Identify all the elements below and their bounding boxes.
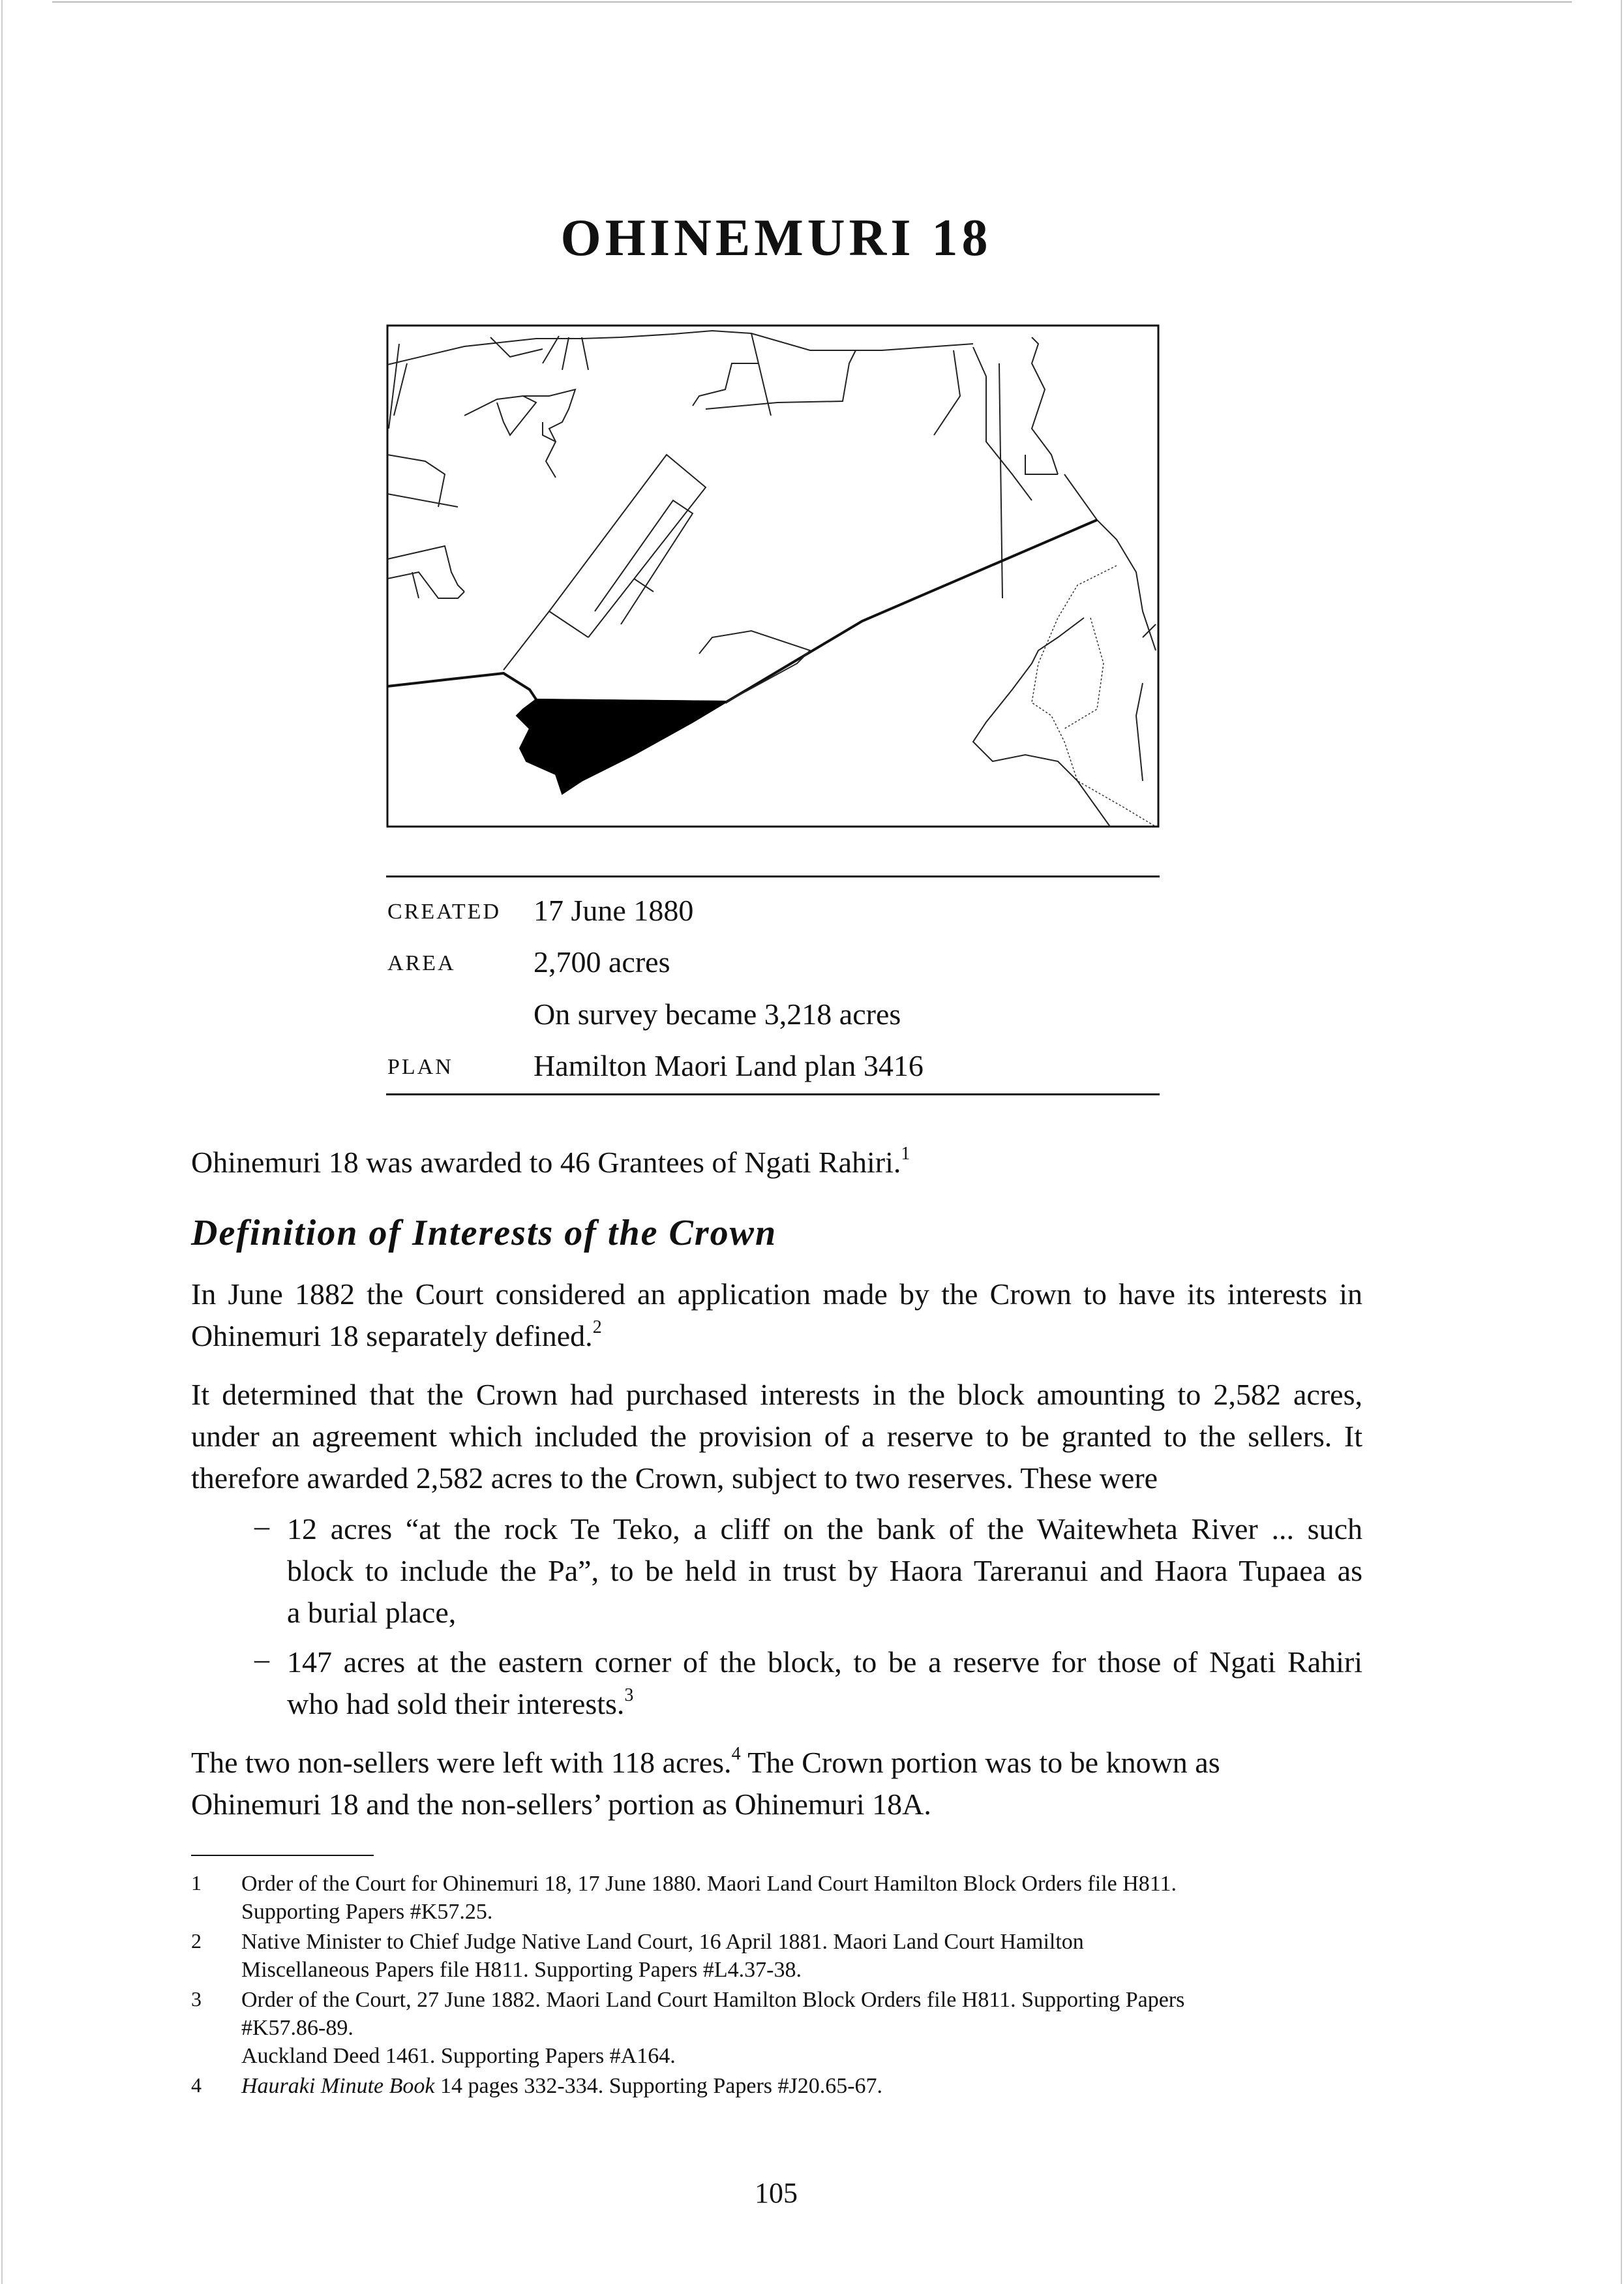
plan-label: PLAN	[387, 1055, 453, 1079]
footnote-3-line-3: Auckland Deed 1461. Supporting Papers #A164.	[241, 2044, 676, 2068]
plan-value: Hamilton Maori Land plan 3416	[534, 1049, 924, 1082]
footnote-number-2: 2	[191, 1929, 202, 1953]
page-number: 105	[755, 2177, 798, 2209]
bullet-2-line-1: 147 acres at the eastern corner of the block, to be a reserve for those of Ngati Rahiri	[287, 1645, 1362, 1679]
created-value: 17 June 1880	[534, 894, 694, 927]
bullet-1-line-2: block to include the Pa”, to be held in trust by Haora Tareranui and Haora Tupaea as	[287, 1554, 1362, 1587]
page-title: OHINEMURI 18	[560, 209, 992, 267]
footnote-number-4: 4	[191, 2073, 202, 2097]
bullet-dash-1: –	[254, 1509, 269, 1542]
paragraph-2-line-2: under an agreement which included the provision of a reserve to be granted to the sellers. It	[191, 1420, 1362, 1453]
intro-paragraph: Ohinemuri 18 was awarded to 46 Grantees of Ngati Rahiri.$^1$	[191, 1143, 910, 1179]
scan-edge-right	[1621, 0, 1622, 2284]
footnote-1-line-1: Order of the Court for Ohinemuri 18, 17 June 1880. Maori Land Court Hamilton Block Orders file H811.	[241, 1872, 1177, 1896]
footnote-ref-2: 2	[592, 1317, 602, 1337]
footnote-ref-3: 3	[624, 1684, 634, 1705]
meta-bottom-rule	[386, 1093, 1160, 1095]
area-label: AREA	[387, 951, 456, 975]
created-label: CREATED	[387, 900, 501, 924]
block-location-map	[386, 324, 1160, 828]
paragraph-1-line-2: Ohinemuri 18 separately defined.$^2$	[191, 1317, 602, 1352]
paragraph-2-line-1: It determined that the Crown had purchased interests in the block amounting to 2,582 acres,	[191, 1378, 1362, 1411]
paragraph-3-line-2: Ohinemuri 18 and the non-sellers’ portion as Ohinemuri 18A.	[191, 1788, 931, 1821]
scan-edge-left	[1, 0, 3, 2284]
paragraph-3-line-1: The two non-sellers were left with 118 acres.$^4$ The Crown portion was to be known as	[191, 1743, 1220, 1779]
footnote-ref-1: 1	[901, 1143, 910, 1164]
footnote-2-line-1: Native Minister to Chief Judge Native Land Court, 16 April 1881. Maori Land Court Hamilton	[241, 1930, 1084, 1954]
footnote-1-line-2: Supporting Papers #K57.25.	[241, 1900, 493, 1924]
bullet-dash-2: –	[254, 1642, 269, 1675]
paragraph-1-line-1: In June 1882 the Court considered an application made by the Crown to have its interests in	[191, 1277, 1362, 1311]
footnote-number-1: 1	[191, 1871, 202, 1895]
footnote-2-line-2: Miscellaneous Papers file H811. Supporting Papers #L4.37-38.	[241, 1958, 802, 1982]
footnote-ref-4: 4	[731, 1743, 741, 1764]
area-value: 2,700 acres	[534, 945, 670, 979]
footnote-4-line-1: Hauraki Minute Book 14 pages 332-334. Supporting Papers #J20.65-67.	[241, 2074, 883, 2098]
footnote-number-3: 3	[191, 1987, 202, 2011]
paragraph-2-line-3: therefore awarded 2,582 acres to the Crown, subject to two reserves. These were	[191, 1461, 1158, 1495]
footnote-3-line-1: Order of the Court, 27 June 1882. Maori Land Court Hamilton Block Orders file H811. Supporting Papers	[241, 1988, 1185, 2012]
bullet-2-line-2: who had sold their interests.$^3$	[287, 1684, 634, 1720]
footnote-rule	[191, 1855, 374, 1856]
area-survey-note: On survey became 3,218 acres	[534, 997, 901, 1031]
bullet-1-line-1: 12 acres “at the rock Te Teko, a cliff on the bank of the Waitewheta River ... such	[287, 1512, 1362, 1546]
minute-book-title: Hauraki Minute Book	[241, 2074, 435, 2098]
meta-top-rule	[386, 876, 1160, 877]
section-heading: Definition of Interests of the Crown	[191, 1213, 777, 1253]
footnote-3-line-2: #K57.86-89.	[241, 2016, 353, 2040]
scan-edge-top	[52, 1, 1572, 3]
bullet-1-line-3: a burial place,	[287, 1596, 457, 1629]
